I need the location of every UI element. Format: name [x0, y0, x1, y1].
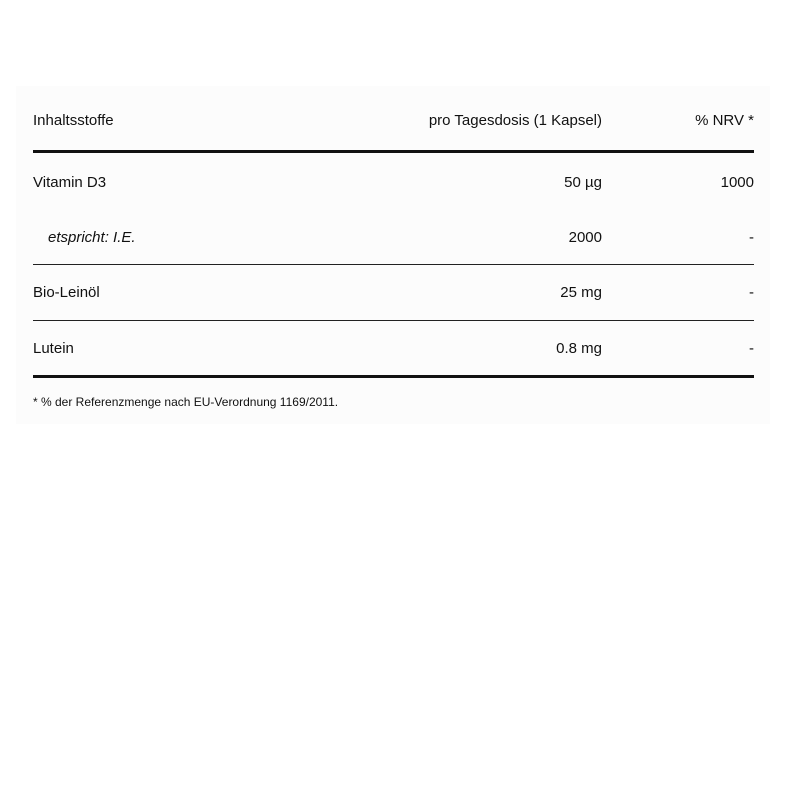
ingredient-name: Vitamin D3 — [33, 173, 107, 191]
header-per-dose: pro Tagesdosis (1 Kapsel) — [428, 111, 602, 129]
table-bottom-divider — [33, 375, 754, 378]
ingredient-nrv: - — [749, 284, 754, 301]
ingredient-nrv: 1000 — [720, 173, 754, 191]
ingredient-amount: 0.8 mg — [556, 339, 602, 357]
table-row — [33, 321, 754, 375]
table-row — [33, 265, 754, 320]
ingredient-name: Bio-Leinöl — [33, 284, 100, 301]
table-row — [33, 211, 754, 264]
ingredient-nrv: - — [749, 229, 754, 246]
ingredient-amount: 2000 — [568, 229, 602, 246]
ingredient-nrv: - — [749, 339, 754, 357]
table-header-row — [33, 90, 754, 150]
footnote: * % der Referenzmenge nach EU-Verordnung 1169/2011. — [33, 395, 339, 409]
ingredient-amount: 50 µg — [564, 173, 602, 191]
nutrition-table — [33, 90, 754, 378]
ingredient-name: Lutein — [33, 339, 74, 357]
ingredient-amount: 25 mg — [560, 284, 602, 301]
header-nrv: % NRV * — [695, 111, 754, 129]
table-row — [33, 153, 754, 211]
header-ingredient: Inhaltsstoffe — [33, 111, 114, 129]
ingredient-name: etspricht: I.E. — [48, 229, 136, 246]
